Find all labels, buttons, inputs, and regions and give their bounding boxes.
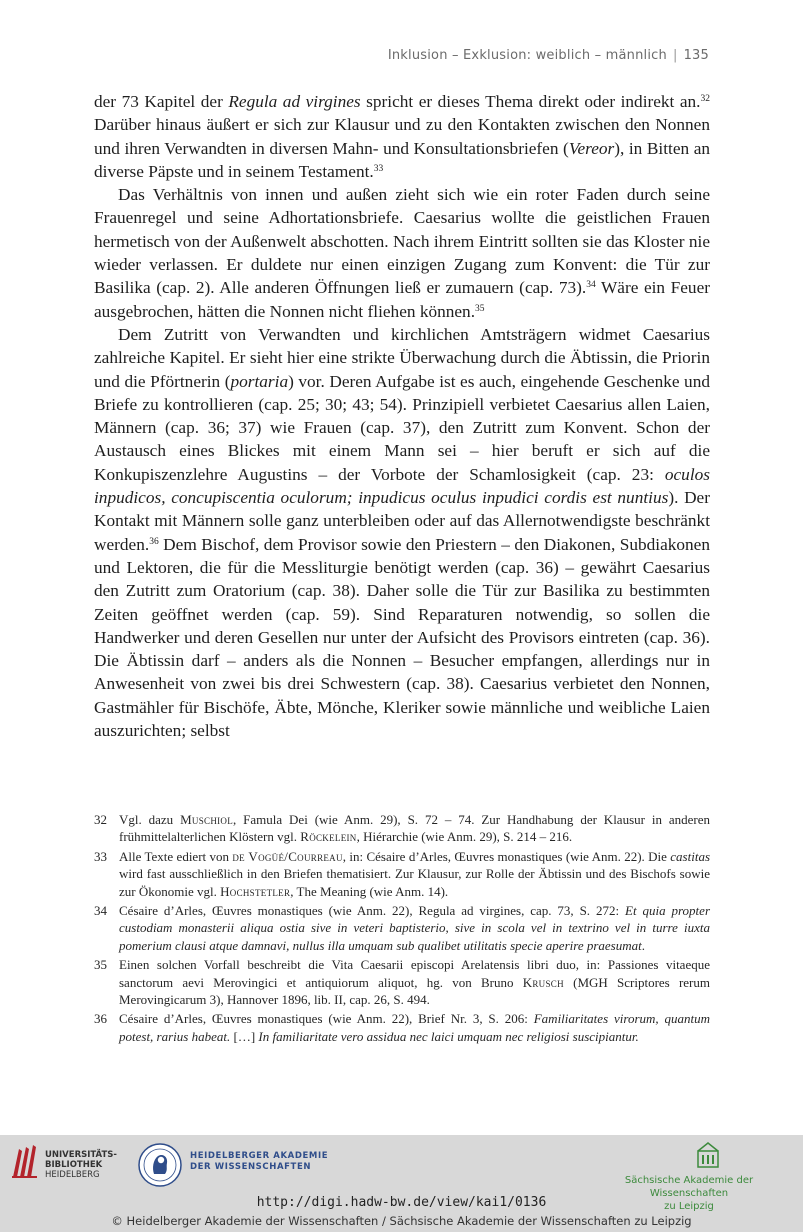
paragraph-2: Das Verhältnis von innen und außen zieht sich wie ein roter Faden durch seine Frauenregel und seine Adhortationsbriefe. Caesarius wollte die geistlichen Frauen hermetisch von der Außenwelt abschotten. Nach ihrem Eintritt sollten sie das Kloster nie wieder verlassen. Er duldete nur einen einzigen Zugang zum Konvent: die Tür zur Basilika (cap. 2). Alle anderen Öffnungen ließ er zumauern (cap. 73).$^{34}$ Wäre ein Feuer ausgebrochen, hätten die Nonnen nicht fliehen können.$^{35}$ xyxy=(94,185,710,321)
saw-label: Sächsische Akademie der Wissenschaften zu Leipzig xyxy=(624,1175,754,1212)
footnote-number: 35 xyxy=(94,957,107,973)
footnote-35: 35 Einen solchen Vorfall beschreibt die Vita Caesarii episcopi Arelatensis libri duo, in: Passiones vitaeque sanctorum aevi Merovingici et antiquiorum aliquot, hg. von Bruno Krusch (MGH Scriptores rerum Merovingicarum 3), Hannover 1896, lib. II, cap. 26, S. 494. xyxy=(94,957,710,1008)
running-title: Inklusion – Exklusion: weiblich – männlich xyxy=(387,48,667,63)
page-number: 135 xyxy=(683,48,709,63)
saw-leipzig-logo-icon[interactable] xyxy=(696,1141,720,1169)
footnote-32: 32 Vgl. dazu Muschiol, Famula Dei (wie Anm. 29), S. 72 – 74. Zur Handhabung der Klausur in anderen frühmittelalterlichen Klöstern vgl. Röckelein, Hiérarchie (wie Anm. 29), S. 214 – 216. xyxy=(94,812,710,845)
footnote-ref: 36 xyxy=(149,536,159,547)
hadw-label: HEIDELBERGER AKADEMIE DER WISSENSCHAFTEN xyxy=(190,1151,329,1172)
footnotes xyxy=(94,811,710,1047)
running-header xyxy=(388,48,709,63)
footnote-ref: 33 xyxy=(373,163,384,174)
footnote-36: 36 Césaire d’Arles, Œuvres monastiques (wie Anm. 22), Brief Nr. 3, S. 206: Familiaritates virorum, quantum potest, rarius habeat. […] In familiaritate vero assidua nec laici umquam nec religiosi suscipiantur. xyxy=(94,1011,710,1044)
paragraph-1: der 73 Kapitel der Regula ad virgines spricht er dieses Thema direkt oder indirekt an.$^{32}$ Darüber hinaus äußert er sich zur Klausur und zu den Kontakten zwischen den Nonnen und ihren Verwandten in diversen Mahn- und Konsultationsbriefen (Vereor), in Bitten an diverse Päpste und in seinem Testament.$^{33}$ xyxy=(94,92,711,181)
footnote-number: 36 xyxy=(94,1011,107,1027)
footnote-33: 33 Alle Texte ediert von de Vogüé/Courreau, in: Césaire d’Arles, Œuvres monastiques (wie Anm. 22). Die castitas wird fast ausschließlich in den Briefen thematisiert. Zur Klausur, zur Rolle der Äbtissin und des Bischofs sowie zur Ökonomie vgl. Hochstetler, The Meaning (wie Anm. 14). xyxy=(94,848,711,899)
copyright-notice: © Heidelberger Akademie der Wissenschaften / Sächsische Akademie der Wissenschaften zu Leipzig xyxy=(111,1214,692,1228)
footnote-34: 34 Césaire d’Arles, Œuvres monastiques (wie Anm. 22), Regula ad virgines, cap. 73, S. 272: Et quia propter custodiam monasterii aliqua ostia sive in veteri baptisterio, sive in scola vel in textrino vel in turre iuxta pomerium clausi atque damnavi, nullus illa umquam sub qualibet utilitatis specie aperire praesumat. xyxy=(94,903,711,953)
ub-heidelberg-label: UNIVERSITÄTS- BIBLIOTHEK HEIDELBERG xyxy=(45,1150,117,1180)
hadw-seal-icon[interactable] xyxy=(138,1143,182,1187)
footnote-number: 34 xyxy=(94,903,107,919)
footnote-ref: 35 xyxy=(475,303,485,314)
footnote-ref: 32 xyxy=(700,94,711,104)
paragraph-3: Dem Zutritt von Verwandten und kirchlichen Amtsträgern widmet Caesarius zahlreiche Kapitel. Er sieht hier eine strikte Überwachung durch die Äbtissin, die Priorin und die Pförtnerin (portaria) vor. Deren Aufgabe ist es auch, eingehende Geschenke und Briefe zu kontrollieren (cap. 25; 30; 43; 54). Prinzipiell verbietet Caesarius allen Laien, Männern (cap. 36; 37) wie Frauen (cap. 37), den Zutritt zum Konvent. Schon der Austausch eines Blickes mit einem Mann sei – hier beruft er sich auf die Konkupiszenzlehre Augustins – der Vorbote der Schamlosigkeit (cap. 23: oculos inpudicos, concupiscentia oculorum; inpudicus oculus inpudici cordis est nuntius). Der Kontakt mit Männern solle ganz unterbleiben oder auf das Allernotwendigste beschränkt werden.$^{36}$ Dem Bischof, dem Provisor sowie den Priestern – den Diakonen, Subdiakonen und Lektoren, die für die Messliturgie benötigt werden (cap. 36) – gewährt Caesarius den Zutritt zum Oratorium (cap. 38). Daher solle die Tür zur Basilika zu bestimmten Zeiten geöffnet werden (cap. 59). Sind Reparaturen notwendig, so sollen die Handwerker und deren Gesellen nur unter der Aufsicht des Provisors eintreten (cap. 36). Die Äbtissin darf – anders als die Nonnen – Besucher empfangen, allerdings nur in Anwesenheit von zwei bis drei Schwestern (cap. 38). Caesarius verbietet den Nonnen, Gastmähler für Bischöfe, Äbte, Mönche, Kleriker sowie männliche und weibliche Laien auszurichten; selbst xyxy=(94,324,710,741)
footnote-ref: 34 xyxy=(586,280,596,291)
footnote-number: 33 xyxy=(94,848,107,864)
ub-heidelberg-logo-icon[interactable] xyxy=(10,1143,40,1179)
main-text xyxy=(94,90,710,742)
source-url-link[interactable]: http://digi.hadw-bw.de/view/kai1/0136 xyxy=(256,1195,547,1210)
header-separator: | xyxy=(672,48,678,63)
footnote-number: 32 xyxy=(94,812,107,827)
